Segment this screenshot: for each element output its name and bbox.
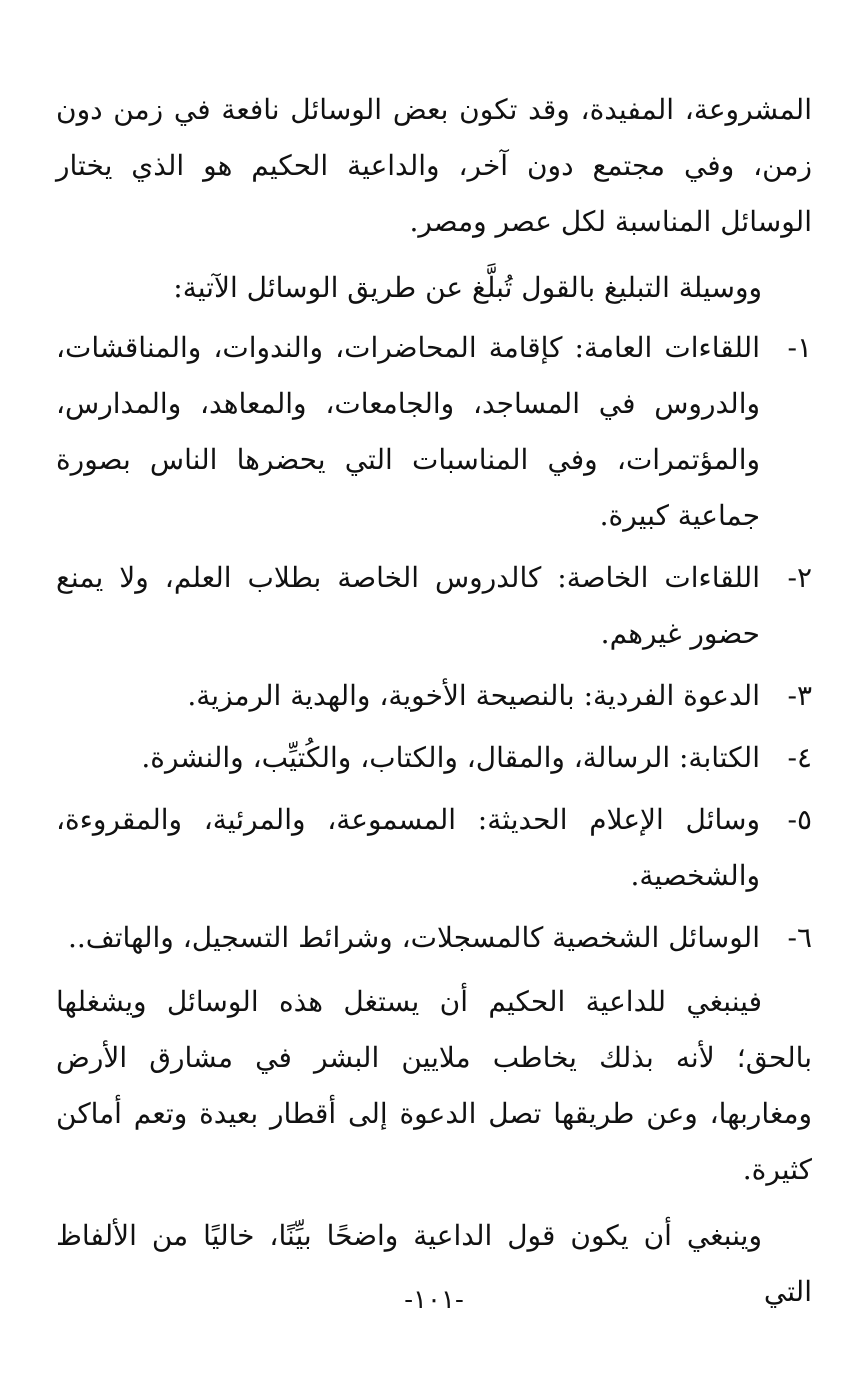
list-item-text: اللقاءات الخاصة: كالدروس الخاصة بطلاب العلم، ولا يمنع حضور غيرهم. <box>56 561 760 650</box>
closing-paragraph: وينبغي أن يكون قول الداعية واضحًا بيِّنًا، خاليًا من الألفاظ التي <box>56 1219 812 1308</box>
list-item-number: ٣- <box>787 679 812 712</box>
list-item <box>56 730 812 786</box>
list-item-number: ٤- <box>787 741 812 774</box>
list-item-text: الدعوة الفردية: بالنصيحة الأخوية، والهدية الرمزية. <box>187 679 760 712</box>
intro-paragraph: ووسيلة التبليغ بالقول تُبلَّغ عن طريق الوسائل الآتية: <box>173 271 762 304</box>
list-item <box>56 792 812 904</box>
paragraph-after-list: فينبغي للداعية الحكيم أن يستغل هذه الوسائل ويشغلها بالحق؛ لأنه بذلك يخاطب ملايين البشر في مشارق الأرض ومغاربها، وعن طريقها تصل الدعوة إلى أقطار بعيدة وتعم أماكن كثيرة. <box>56 985 812 1186</box>
list-item-number: ٢- <box>787 561 812 594</box>
list-item-number: ٥- <box>787 803 812 836</box>
list-item-text: وسائل الإعلام الحديثة: المسموعة، والمرئية، والمقروءة، والشخصية. <box>56 803 760 892</box>
list-item <box>56 550 812 662</box>
list-item <box>56 320 812 544</box>
means-list <box>56 320 812 966</box>
list-item <box>56 910 812 966</box>
list-item-number: ٦- <box>787 921 812 954</box>
page-body <box>56 82 812 1320</box>
list-item-number: ١- <box>787 331 812 364</box>
page-number: -١٠١- <box>404 1285 464 1315</box>
list-item-text: اللقاءات العامة: كإقامة المحاضرات، والندوات، والمناقشات، والدروس في المساجد، والجامعات، والمعاهد، والمدارس، والمؤتمرات، وفي المناسبات التي يحضرها الناس بصورة جماعية كبيرة. <box>56 331 760 532</box>
opening-paragraph: المشروعة، المفيدة، وقد تكون بعض الوسائل نافعة في زمن دون زمن، وفي مجتمع دون آخر، والداعية الحكيم هو الذي يختار الوسائل المناسبة لكل عصر ومصر. <box>56 93 812 238</box>
list-item <box>56 668 812 724</box>
list-item-text: الوسائل الشخصية كالمسجلات، وشرائط التسجيل، والهاتف.. <box>67 921 760 954</box>
list-item-text: الكتابة: الرسالة، والمقال، والكتاب، والكُتيِّب، والنشرة. <box>141 741 760 774</box>
